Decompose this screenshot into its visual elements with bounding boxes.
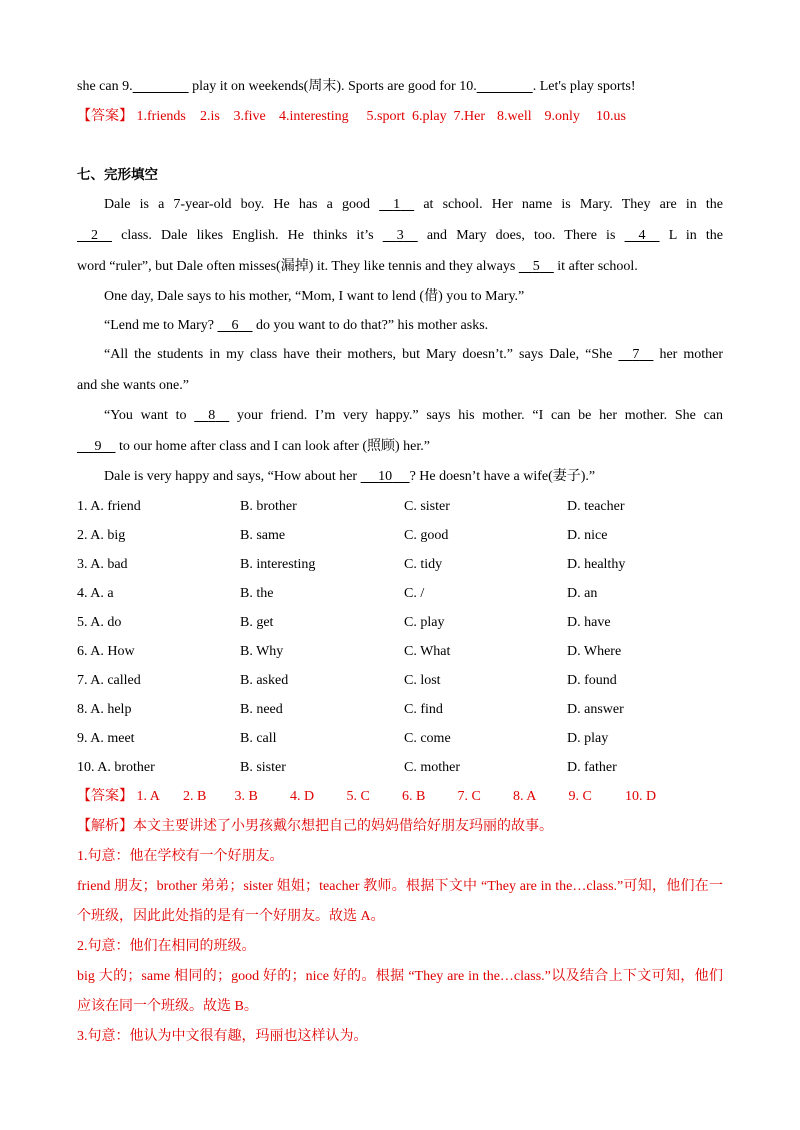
option-item: C. find [404, 702, 443, 717]
answer-item: 10.us [596, 109, 626, 124]
option-item: C. mother [404, 760, 460, 775]
analysis-q1-line-1: friend 朋友；brother 弟弟；sister 姐姐；teacher 教师。根据下文中 “They are in the…class.”可知，他们在一 [77, 879, 723, 894]
blank-3: 3 [396, 228, 404, 243]
option-item: C. play [404, 615, 445, 630]
answer-item: 4.interesting [279, 109, 349, 124]
answer-item: 6.play [412, 109, 447, 124]
blank-10: 10 [378, 469, 393, 484]
option-item: B. call [240, 731, 277, 746]
analysis-q2-line-1: big 大的；same 相同的；good 好的；nice 好的。根据 “They are in the…class.”以及结合上下文可知，他们 [77, 969, 723, 984]
option-item: D. have [567, 615, 611, 630]
answer-line-1 [77, 107, 626, 127]
option-item: B. brother [240, 499, 297, 514]
analysis-q3-meaning: 3.句意：他认为中文很有趣，玛丽也这样认为。 [77, 1029, 368, 1044]
blank-2: 2 [91, 228, 98, 243]
passage-line-7: and she wants one.” [77, 378, 189, 393]
option-item: D. found [567, 673, 617, 688]
answer-item: 8. A [513, 789, 537, 804]
blank-9: 9 [94, 439, 102, 454]
option-item: B. same [240, 528, 286, 543]
answer-item: 7. C [457, 789, 481, 804]
option-item: 7. A. called [77, 673, 141, 688]
blank-7: 7 [632, 347, 640, 362]
option-item: C. / [404, 586, 425, 601]
passage-text: word “ruler”, but Dale often misses(漏掉) it. They like tennis and they always [77, 259, 519, 274]
blank-5: 5 [532, 259, 540, 274]
passage-line-9 [77, 437, 430, 457]
passage-text: your friend. I’m very happy.” says his mother. “I can be her mother. She can [229, 408, 723, 423]
option-item: 10. A. brother [77, 760, 155, 775]
answer-item: 6. B [402, 789, 426, 804]
passage-line-6 [104, 345, 723, 365]
analysis-q2-line-2: 应该在同一个班级。故选 B。 [77, 999, 258, 1014]
passage-text: Dale is a 7-year-old boy. He has a good [104, 197, 380, 212]
passage-line-10 [104, 467, 595, 487]
passage-text: at school. Her name is Mary. They are in the [414, 197, 724, 212]
option-item: B. sister [240, 760, 286, 775]
section-title: 七、完形填空 [77, 167, 158, 183]
passage-line-4: One day, Dale says to his mother, “Mom, I want to lend (借) you to Mary.” [104, 289, 525, 304]
answer-item: 5. C [346, 789, 370, 804]
passage-line-8 [104, 406, 723, 426]
passage-text: do you want to do that?” his mother asks. [252, 318, 489, 333]
answer-line-2 [77, 787, 656, 807]
answer-item: 2.is [200, 109, 220, 124]
option-item: D. nice [567, 528, 608, 543]
passage-text: “All the students in my class have their mothers, but Mary doesn’t.” says Dale, “She [104, 347, 619, 362]
option-item: D. play [567, 731, 609, 746]
answer-item: 4. D [290, 789, 315, 804]
top-line-part-c: . Let's play sports! [532, 79, 636, 94]
passage-text: class. Dale likes English. He thinks it’s [112, 228, 383, 243]
passage-line-3 [77, 257, 638, 277]
answer-item: 8.well [497, 109, 532, 124]
option-item: D. an [567, 586, 598, 601]
passage-text: and Mary does, too. There is [417, 228, 625, 243]
option-item: 3. A. bad [77, 557, 128, 572]
answer-item: 5.sport [366, 109, 405, 124]
passage-line-1 [104, 195, 723, 215]
option-item: D. answer [567, 702, 624, 717]
blank-9-line [133, 77, 189, 97]
blank-6: 6 [231, 318, 239, 333]
answer-item: 9.only [544, 109, 580, 124]
top-line-part-b: play it on weekends(周末). Sports are good for 10. [188, 79, 477, 94]
option-item: 5. A. do [77, 615, 122, 630]
option-item: B. asked [240, 673, 289, 688]
analysis-q2-meaning: 2.句意：他们在相同的班级。 [77, 939, 256, 954]
option-item: D. Where [567, 644, 622, 659]
answer-item: 3. B [234, 789, 258, 804]
answer-prefix: 【答案】 [77, 109, 133, 124]
answer-item: 1. A [136, 789, 160, 804]
option-item: C. sister [404, 499, 450, 514]
passage-text: L in the [659, 228, 724, 243]
top-line-part-a: she can 9. [77, 79, 133, 94]
blank-1: 1 [393, 197, 401, 212]
passage-text: “Lend me to Mary? [104, 318, 218, 333]
option-item: D. teacher [567, 499, 625, 514]
passage-line-2 [77, 226, 723, 246]
blank-4: 4 [638, 228, 646, 243]
option-item: 8. A. help [77, 702, 132, 717]
analysis-q1-line-2: 个班级，因此此处指的是有一个好朋友。故选 A。 [77, 909, 385, 924]
option-item: D. father [567, 760, 617, 775]
passage-text: Dale is very happy and says, “How about her [104, 469, 361, 484]
answer-item: 1.friends [136, 109, 186, 124]
option-item: 6. A. How [77, 644, 135, 659]
option-item: B. Why [240, 644, 284, 659]
option-item: B. need [240, 702, 283, 717]
option-item: C. tidy [404, 557, 443, 572]
option-item: 1. A. friend [77, 499, 141, 514]
answer-item: 3.five [233, 109, 266, 124]
blank-10-line [477, 77, 533, 97]
passage-text: ? He doesn’t have a wife(妻子).” [409, 469, 596, 484]
option-item: C. What [404, 644, 451, 659]
answer-prefix: 【答案】 [77, 789, 133, 804]
passage-text: it after school. [553, 259, 638, 274]
top-continuation-line [77, 77, 636, 97]
option-item: 4. A. a [77, 586, 114, 601]
option-item: B. get [240, 615, 274, 630]
passage-line-5 [104, 316, 488, 336]
answer-item: 9. C [568, 789, 592, 804]
blank-8: 8 [208, 408, 216, 423]
option-item: 9. A. meet [77, 731, 135, 746]
passage-text: “You want to [104, 408, 195, 423]
analysis-q1-meaning: 1.句意：他在学校有一个好朋友。 [77, 849, 284, 864]
answer-item: 2. B [183, 789, 207, 804]
option-item: B. the [240, 586, 274, 601]
option-item: C. come [404, 731, 451, 746]
option-item: C. lost [404, 673, 441, 688]
option-item: 2. A. big [77, 528, 126, 543]
answer-item: 10. D [625, 789, 657, 804]
option-item: B. interesting [240, 557, 316, 572]
option-item: D. healthy [567, 557, 626, 572]
analysis-intro: 【解析】本文主要讲述了小男孩戴尔想把自己的妈妈借给好朋友玛丽的故事。 [77, 819, 553, 834]
passage-text: her mother [653, 347, 724, 362]
answer-item: 7.Her [453, 109, 485, 124]
passage-text: to our home after class and I can look after (照顾) her.” [115, 439, 430, 454]
option-item: C. good [404, 528, 449, 543]
